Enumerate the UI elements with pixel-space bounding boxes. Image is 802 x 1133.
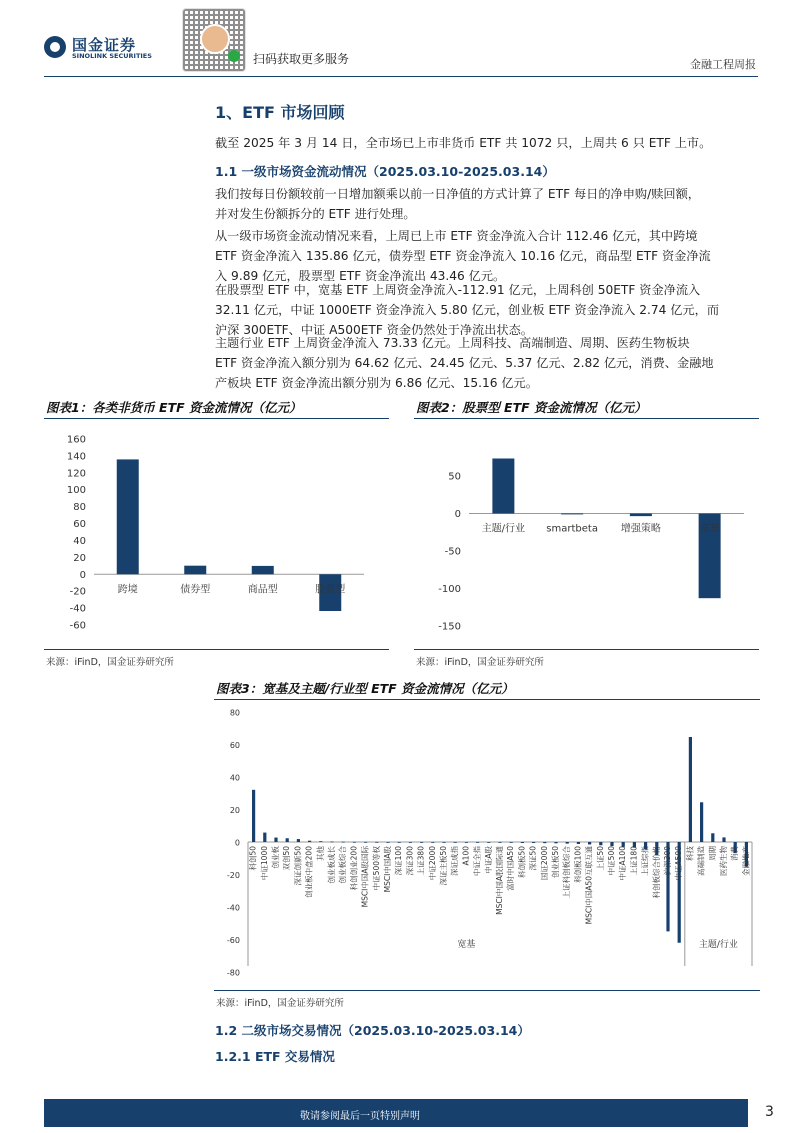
bar [630,514,652,517]
y-tick-label: -20 [226,871,240,880]
paragraph-line: 并对发生份额拆分的 ETF 进行处理。 [215,207,416,221]
x-tick-label: 创业板50 [551,846,560,879]
bar [476,842,479,843]
x-tick-label: 上证380 [416,846,426,876]
x-tick-label: 深证300 [405,846,415,876]
bar [420,842,423,843]
bar [364,842,367,843]
x-tick-label: MSCI中国A50互联互通 [584,846,594,925]
x-tick-label: 深证主板50 [439,846,448,886]
footer-disclaimer: 敬请参阅最后一页特别声明 [300,1111,420,1122]
qr-badge-icon [228,50,240,62]
bar [386,842,389,843]
bar [532,842,535,843]
y-tick-label: 140 [66,451,86,463]
x-tick-label: 沪深300 [663,846,672,876]
qr-center-logo-icon [200,24,230,54]
paragraph-3 [215,280,760,340]
x-tick-label: 消费 [730,846,740,861]
bar [308,841,311,842]
figure-1-bottom-rule [44,649,389,650]
bar [577,842,580,844]
x-tick-label: 股票型 [315,584,346,596]
bar [184,566,206,575]
section-1-title: 1、ETF 市场回顾 [215,103,345,122]
paragraph-line: 从一级市场资金流动情况来看，上周已上市 ETF 资金净流入合计 112.46 亿元，其中跨境 [215,229,698,243]
y-tick-label: 20 [229,806,240,815]
bar [375,842,378,843]
paragraph-line: 主题行业 ETF 上周资金净流入 73.33 亿元。上周科技、高端制造、周期、医药生物板块 [215,336,690,350]
y-tick-label: -40 [226,903,240,913]
y-tick-label: 40 [73,535,86,547]
y-tick-label: 0 [454,509,461,520]
bar [543,842,546,843]
figure-1-source: 来源：iFinD，国金证券研究所 [46,657,174,668]
x-tick-label: 中证2000 [427,846,437,881]
bar [521,842,524,843]
group-label: 宽基 [457,940,476,950]
bar [297,839,300,842]
paragraph-line: 我们按每日份额较前一日增加额乘以前一日净值的方式计算了 ETF 每日的净申购/赎回额， [215,187,700,201]
x-tick-label: 高端制造 [696,846,706,876]
section-1-2-title: 1.2 二级市场交易情况（2025.03.10-2025.03.14） [215,1023,530,1038]
x-tick-label: 中证500 [607,846,616,876]
x-tick-label: 创业板成长 [327,846,336,884]
x-tick-label: 创业板 [271,846,280,869]
bar [431,842,434,843]
paragraph-line: 在股票型 ETF 中，宽基 ETF 上周资金净流入-112.91 亿元，上周科创 50ETF 资金净流入 [215,283,701,297]
figure-1-title: 图表1：各类非货币 ETF 资金流情况（亿元） [46,400,302,415]
paragraph-line: 沪深 300ETF、中证 A500ETF 资金仍然处于净流出状态。 [215,323,533,337]
x-tick-label: 科创创业200 [349,846,359,891]
paragraph-line: ETF 资金净流入 135.86 亿元，债券型 ETF 资金净流入 10.16 亿元，商品型 ETF 资金净流 [215,249,711,263]
x-tick-label: 科创50 [248,846,258,871]
bar [599,842,602,845]
y-tick-label: -80 [226,968,240,978]
x-tick-label: 上证50 [595,846,605,871]
y-tick-label: 60 [73,519,86,531]
x-tick-label: 上证180 [629,846,639,876]
bar [252,566,274,574]
bar [689,737,692,842]
x-tick-label: 科创板100 [573,846,583,883]
x-tick-label: 上证科创板综合 [562,846,572,899]
bar [319,841,322,842]
bar [454,842,457,843]
figure-2-bottom-rule [414,649,759,650]
paragraph-line: ETF 资金净流入额分别为 64.62 亿元、24.45 亿元、5.37 亿元、2.82 亿元，消费、金融地 [215,356,714,370]
group-label: 主题/行业 [698,940,738,950]
paragraph-line: 32.11 亿元，中证 1000ETF 资金净流入 5.80 亿元，创业板 ETF 资金净流入 2.74 亿元，而 [215,303,720,317]
bar [353,842,356,843]
x-tick-label: 商品型 [247,584,278,596]
x-tick-label: 深证成指 [450,846,460,876]
y-tick-label: 160 [66,434,86,446]
section-1-1-title: 1.1 一级市场资金流动情况（2025.03.10-2025.03.14） [215,164,555,179]
y-tick-label: 80 [73,502,86,514]
bar [498,842,501,843]
paragraph-line: 产板块 ETF 资金净流出额分别为 6.86 亿元、15.16 亿元。 [215,376,538,390]
y-tick-label: 50 [448,471,461,483]
y-tick-label: -60 [69,620,86,632]
x-tick-label: 国证2000 [539,846,549,881]
bar [330,842,333,843]
x-tick-label: 金融地产 [741,846,751,876]
x-tick-label: 双创50 [282,846,292,871]
bar [342,842,345,843]
x-tick-label: 医药生物 [719,846,728,876]
x-tick-label: 科技 [685,846,695,861]
x-tick-label: 中证A100 [618,846,628,881]
bar [700,802,703,842]
x-tick-label: MSCI中国A股 [383,846,392,893]
bar [711,833,714,842]
bar [566,842,569,844]
y-tick-label: 60 [229,741,240,750]
intro-paragraph: 截至 2025 年 3 月 14 日，全市场已上市非货币 ETF 共 1072 只，上周共 6 只 ETF 上市。 [215,136,712,150]
section-1-2-1-title: 1.2.1 ETF 交易情况 [215,1049,335,1064]
company-logo-icon [44,36,66,58]
y-tick-label: -40 [69,603,86,615]
bar [286,838,289,842]
y-tick-label: 20 [73,552,86,564]
logo-en-text: SINOLINK SECURITIES [72,52,152,60]
y-tick-label: -60 [226,936,240,945]
x-tick-label: MSCI中国A股国际通 [495,846,504,915]
y-tick-label: -50 [444,546,461,558]
x-tick-label: 中证A500 [674,846,684,881]
paragraph-2 [215,226,760,286]
bar [492,459,514,514]
y-tick-label: 40 [229,773,240,783]
logo-cn-text: 国金证券 [72,36,137,54]
figure-2-rule [414,418,759,419]
x-tick-label: 深证100 [394,846,404,876]
bar [117,459,139,574]
bar [465,842,468,843]
y-tick-label: 100 [66,485,86,497]
bar [722,837,725,842]
bar [554,842,557,843]
bar [610,842,613,846]
bar [510,842,513,843]
x-tick-label: smartbeta [546,523,598,535]
x-tick-label: A100 [461,846,471,866]
figure-2-title: 图表2：股票型 ETF 资金流情况（亿元） [416,400,647,415]
x-tick-label: 中证500等权 [371,846,381,891]
x-tick-label: 创业板中盘200 [304,846,314,898]
report-type: 金融工程周报 [690,58,756,71]
x-tick-label: 创业板综合 [338,846,348,884]
bar [588,842,591,844]
bar [409,842,412,843]
figure-3-source: 来源：iFinD，国金证券研究所 [216,998,344,1009]
bar [274,838,277,842]
scan-prompt: 扫码获取更多服务 [253,52,350,66]
y-tick-label: -150 [438,621,461,633]
x-tick-label: 中证1000 [259,846,269,881]
x-tick-label: 中证A股 [483,846,493,874]
chart-1 [44,422,394,647]
y-tick-label: 0 [234,838,240,848]
y-tick-label: 120 [66,468,86,480]
x-tick-label: 中证全指 [472,846,482,876]
x-tick-label: 科创板综合价格 [651,846,661,899]
y-tick-label: -100 [438,584,461,595]
x-tick-label: 宽基 [699,523,720,535]
y-tick-label: -20 [69,586,86,598]
bar [252,790,255,842]
x-tick-label: 上证综指 [640,846,650,876]
figure-2-source: 来源：iFinD，国金证券研究所 [416,657,544,668]
x-tick-label: 跨境 [117,584,138,596]
x-tick-label: 主题/行业 [481,523,526,535]
x-tick-label: MSCI中国A股国际 [360,846,370,908]
y-tick-label: 80 [229,708,240,718]
header-divider [44,76,758,77]
x-tick-label: 周期 [707,846,717,861]
figure-3-rule [214,699,760,700]
x-tick-label: 深证50 [528,846,538,871]
paragraph-1 [215,184,760,224]
bar [263,833,266,842]
chart-3 [214,702,760,987]
chart-2 [414,422,764,647]
y-tick-label: 0 [79,569,86,581]
page-number: 3 [765,1104,774,1120]
bar [487,842,490,843]
x-tick-label: 其他 [315,846,325,861]
paragraph-4 [215,333,760,393]
x-tick-label: 科创板50 [517,846,527,879]
paragraph-line: 入 9.89 亿元，股票型 ETF 资金净流出 43.46 亿元。 [215,269,506,283]
x-tick-label: 债券型 [180,584,211,596]
x-tick-label: 深证创新50 [293,846,303,886]
figure-1-rule [44,418,389,419]
figure-3-bottom-rule [214,990,760,991]
figure-3-title: 图表3：宽基及主题/行业型 ETF 资金流情况（亿元） [216,681,514,696]
bar [398,842,401,843]
x-tick-label: 增强策略 [620,523,661,535]
bar [561,514,583,515]
x-tick-label: 富时中国A50 [506,846,516,891]
bar [442,842,445,843]
